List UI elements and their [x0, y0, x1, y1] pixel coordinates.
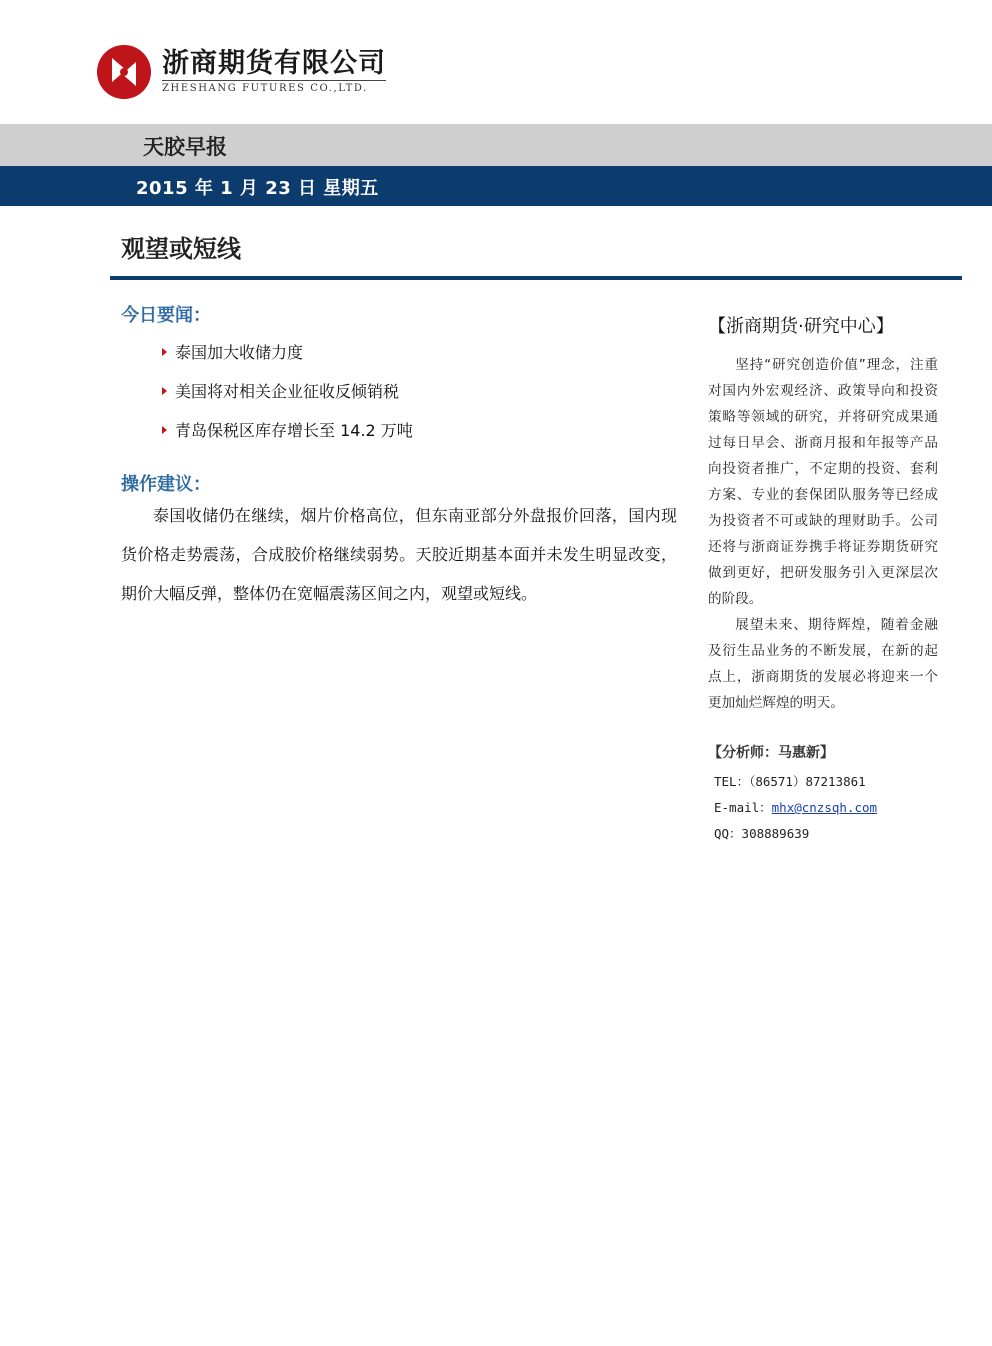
analyst-qq: QQ：308889639: [714, 826, 810, 841]
company-name-cn: 浙商期货有限公司: [162, 48, 386, 79]
analyst-email-row: [714, 798, 877, 816]
news-list: [162, 332, 413, 449]
news-item: [162, 332, 413, 371]
sidebar-title: 【浙商期货·研究中心】: [708, 316, 894, 337]
analyst-name: 【分析师：马惠新】: [708, 745, 834, 761]
date-band: [0, 166, 992, 206]
sidebar-intro-paragraph: 坚持“研究创造价值”理念，注重对国内外宏观经济、政策导向和投资策略等领域的研究，并将研究成果通过每日早会、浙商月报和年报等产品向投资者推广，不定期的投资、套利方案、专业的套保团队服务等已经成为投资者不可或缺的理财助手。公司还将与浙商证券携手将证券期货研究做到更好，把研发服务引入更深层次的阶段。: [708, 357, 938, 607]
headline: 观望或短线: [121, 235, 241, 263]
report-title: 天胶早报: [143, 135, 227, 159]
advice-text: 泰国收储仍在继续，烟片价格高位，但东南亚部分外盘报价回落，国内现货价格走势震荡，合成胶价格继续弱势。天胶近期基本面并未发生明显改变，期价大幅反弹，整体仍在宽幅震荡区间之内，观望或短线。: [121, 506, 677, 603]
company-name-en: ZHESHANG FUTURES CO.,LTD.: [162, 80, 386, 96]
headline-divider: [110, 276, 962, 280]
news-item: [162, 371, 413, 410]
news-item: [162, 410, 413, 449]
email-link[interactable]: mhx@cnzsqh.com: [771, 800, 878, 815]
company-logo-icon: [96, 44, 152, 100]
email-label: E-mail：: [714, 800, 772, 815]
news-item-text: 美国将对相关企业征收反倾销税: [175, 382, 400, 401]
bullet-icon: [162, 387, 167, 395]
analyst-phone: TEL：（86571）87213861: [714, 774, 866, 789]
report-date: 2015 年 1 月 23 日 星期五: [136, 178, 379, 199]
bullet-icon: [162, 348, 167, 356]
news-section-title: 今日要闻：: [121, 305, 211, 326]
sidebar-outlook-paragraph: 展望未来、期待辉煌，随着金融及衍生品业务的不断发展，在新的起点上，浙商期货的发展必将迎来一个更加灿烂辉煌的明天。: [708, 617, 938, 711]
news-item-text: 青岛保税区库存增长至 14.2 万吨: [175, 421, 413, 440]
news-item-text: 泰国加大收储力度: [175, 343, 304, 362]
report-title-band: [0, 124, 992, 166]
bullet-icon: [162, 426, 167, 434]
advice-section-title: 操作建议：: [121, 474, 211, 495]
company-logo: [96, 44, 386, 100]
